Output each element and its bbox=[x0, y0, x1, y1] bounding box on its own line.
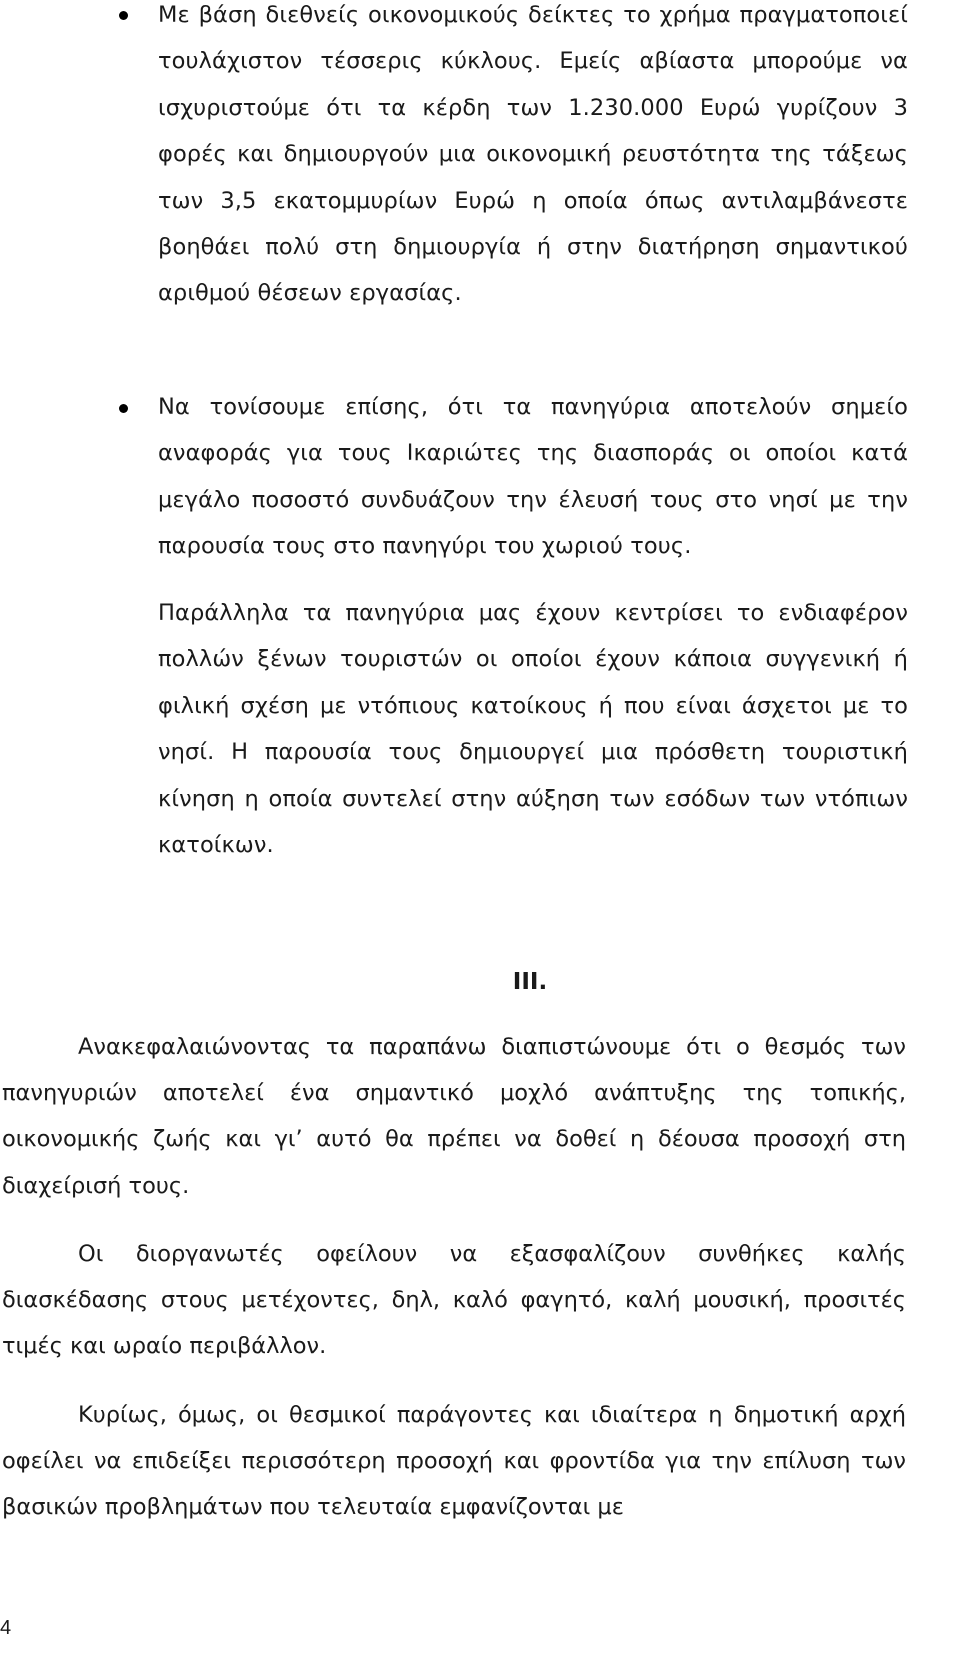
continuation-paragraph: Παράλληλα τα πανηγύρια μας έχουν κεντρίσει το ενδιαφέρον πολλών ξένων τουριστών οι οποίοι έχουν κάποια συγγενική ή φιλική σχέση με ντόπιους κατοίκους ή που είναι άσχετοι με το νησί. Η παρουσία τους δημιουργεί μια πρόσθετη τουριστική κίνηση η οποία συντελεί στην αύξηση των εσόδων των ντόπιων κατοίκων. bbox=[158, 600, 908, 859]
summary-paragraph-2: Οι διοργανωτές οφείλουν να εξασφαλίζουν συνθήκες καλής διασκέδασης στους μετέχοντες, δηλ, καλό φαγητό, καλή μουσική, προσιτές τιμές και ωραίο περιβάλλον. bbox=[2, 1241, 906, 1360]
page-number: 4 bbox=[0, 1617, 12, 1639]
bullet-paragraph-2: Να τονίσουμε επίσης, ότι τα πανηγύρια αποτελούν σημείο αναφοράς για τους Ικαριώτες της διασποράς οι οποίοι κατά μεγάλο ποσοστό συνδυάζουν την έλευσή τους στο νησί με την παρουσία τους στο πανηγύρι του χωριού τους. bbox=[158, 394, 908, 560]
summary-paragraph-1: Ανακεφαλαιώνοντας τα παραπάνω διαπιστώνουμε ότι ο θεσμός των πανηγυριών αποτελεί ένα σημαντικό μοχλό ανάπτυξης της τοπικής, οικονομικής ζωής και γι’ αυτό θα πρέπει να δοθεί η δέουσα προσοχή στη διαχείρισή τους. bbox=[2, 1034, 906, 1199]
section-heading: III. bbox=[512, 969, 548, 995]
bullet-marker-1 bbox=[119, 11, 128, 20]
summary-paragraph-3: Κυρίως, όμως, οι θεσμικοί παράγοντες και ιδιαίτερα η δημοτική αρχή οφείλει να επιδείξει περισσότερη προσοχή και φροντίδα για την επίλυση των βασικών προβλημάτων που τελευταία εμφανίζονται με bbox=[2, 1402, 906, 1521]
bullet-marker-2 bbox=[119, 404, 128, 413]
bullet-paragraph-1: Με βάση διεθνείς οικονομικούς δείκτες το χρήμα πραγματοποιεί τουλάχιστον τέσσερις κύκλους. Εμείς αβίαστα μπορούμε να ισχυριστούμε ότι τα κέρδη των 1.230.000 Ευρώ γυρίζουν 3 φορές και δημιουργούν μια οικονομική ρευστότητα της τάξεως των 3,5 εκατομμυρίων Ευρώ η οποία όπως αντιλαμβάνεστε βοηθάει πολύ στη δημιουργία ή στην διατήρηση σημαντικού αριθμού θέσεων εργασίας. bbox=[158, 2, 908, 307]
